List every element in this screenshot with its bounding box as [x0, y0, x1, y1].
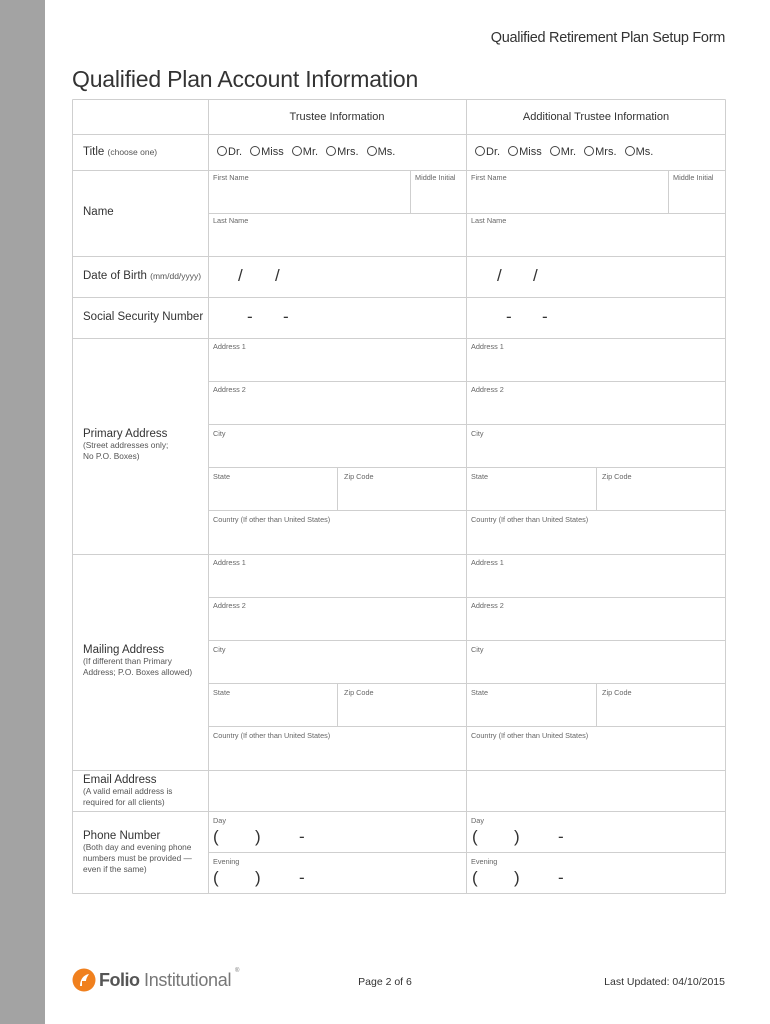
trustee-evening-close-paren: ) [255, 868, 261, 887]
trustee-evening-phone-field[interactable]: Evening [213, 857, 240, 866]
title-row-label [72, 146, 157, 158]
radio-circle-icon [475, 146, 485, 156]
logo-brand-text: Folio [99, 970, 140, 990]
trustee-mailing-city-field[interactable]: City [213, 645, 226, 654]
page-title: Qualified Plan Account Information [72, 66, 419, 92]
radio-circle-icon [584, 146, 594, 156]
account-information-table [72, 99, 726, 894]
trustee-evening-dash: - [299, 868, 305, 887]
trustee-primary-address2-field[interactable]: Address 2 [213, 385, 246, 394]
trustee-day-phone-field[interactable]: Day [213, 816, 226, 825]
trustee-primary-zip-field[interactable]: Zip Code [344, 472, 374, 481]
logo-registered-mark: ® [235, 968, 240, 974]
radio-circle-icon [250, 146, 260, 156]
additional-dob-separator-2: / [533, 266, 538, 285]
dob-row-label [72, 270, 201, 282]
trustee-evening-open-paren: ( [213, 868, 219, 887]
additional-title-dr[interactable]: Dr. [475, 146, 500, 158]
trustee-primary-address1-field[interactable]: Address 1 [213, 342, 246, 351]
trustee-title-mrs[interactable]: Mrs. [326, 146, 358, 158]
radio-circle-icon [550, 146, 560, 156]
trustee-middle-initial-field[interactable]: Middle Initial [415, 173, 456, 182]
trustee-dob-separator-1: / [238, 266, 243, 285]
trustee-first-name-field[interactable]: First Name [213, 173, 249, 182]
additional-day-open-paren: ( [472, 827, 478, 846]
additional-primary-state-field[interactable]: State [471, 472, 489, 481]
additional-mailing-city-field[interactable]: City [471, 645, 484, 654]
trustee-title-dr[interactable]: Dr. [217, 146, 242, 158]
title-label: Title [83, 146, 105, 158]
radio-circle-icon [508, 146, 518, 156]
radio-circle-icon [367, 146, 377, 156]
primary-address-row-label [72, 428, 202, 462]
additional-mailing-state-field[interactable]: State [471, 688, 489, 697]
mailing-address-row-label [72, 644, 202, 678]
additional-middle-initial-field[interactable]: Middle Initial [673, 173, 714, 182]
left-margin-bar [0, 0, 45, 1024]
mailing-address-label: Mailing Address [83, 644, 165, 656]
additional-primary-zip-field[interactable]: Zip Code [602, 472, 632, 481]
phone-note-3: even if the same) [83, 864, 147, 874]
additional-day-dash: - [558, 827, 564, 846]
additional-ssn-separator-1: - [506, 307, 512, 326]
dob-note: (mm/dd/yyyy) [150, 271, 202, 281]
additional-primary-country-field[interactable]: Country (If other than United States) [471, 515, 589, 524]
form-title: Qualified Retirement Plan Setup Form [490, 30, 725, 46]
additional-primary-address2-field[interactable]: Address 2 [471, 385, 504, 394]
trustee-last-name-field[interactable]: Last Name [213, 216, 249, 225]
trustee-primary-city-field[interactable]: City [213, 429, 226, 438]
additional-title-miss[interactable]: Miss [508, 146, 542, 158]
radio-circle-icon [217, 146, 227, 156]
additional-mailing-country-field[interactable]: Country (If other than United States) [471, 731, 589, 740]
trustee-mailing-zip-field[interactable]: Zip Code [344, 688, 374, 697]
trustee-mailing-address2-field[interactable]: Address 2 [213, 601, 246, 610]
additional-ssn-separator-2: - [542, 307, 548, 326]
additional-dob-separator-1: / [497, 266, 502, 285]
additional-evening-open-paren: ( [472, 868, 478, 887]
trustee-primary-state-field[interactable]: State [213, 472, 231, 481]
additional-evening-close-paren: ) [514, 868, 520, 887]
additional-title-mrs[interactable]: Mrs. [584, 146, 616, 158]
title-note: (choose one) [107, 147, 158, 157]
additional-primary-address1-field[interactable]: Address 1 [471, 342, 504, 351]
phone-label: Phone Number [83, 830, 161, 842]
trustee-ssn-separator-1: - [247, 307, 253, 326]
page-number: Page 2 of 6 [358, 976, 412, 988]
radio-circle-icon [625, 146, 635, 156]
additional-first-name-field[interactable]: First Name [471, 173, 507, 182]
trustee-day-close-paren: ) [255, 827, 261, 846]
additional-last-name-field[interactable]: Last Name [471, 216, 507, 225]
primary-address-note-1: (Street addresses only; [83, 440, 169, 450]
radio-circle-icon [326, 146, 336, 156]
phone-note-2: numbers must be provided — [83, 853, 192, 863]
trustee-mailing-state-field[interactable]: State [213, 688, 231, 697]
additional-title-mr[interactable]: Mr. [550, 146, 576, 158]
additional-trustee-column-header: Additional Trustee Information [522, 111, 670, 123]
mailing-address-note-2: Address; P.O. Boxes allowed) [83, 667, 193, 677]
trustee-dob-separator-2: / [275, 266, 280, 285]
trustee-title-options [217, 146, 400, 158]
trustee-title-mr[interactable]: Mr. [292, 146, 318, 158]
trustee-mailing-country-field[interactable]: Country (If other than United States) [213, 731, 331, 740]
trustee-title-ms[interactable]: Ms. [367, 146, 396, 158]
additional-mailing-address1-field[interactable]: Address 1 [471, 558, 504, 567]
phone-row-label [72, 830, 207, 875]
additional-title-ms[interactable]: Ms. [625, 146, 654, 158]
name-row-label: Name [83, 206, 114, 218]
phone-note-1: (Both day and evening phone [83, 842, 192, 852]
additional-primary-city-field[interactable]: City [471, 429, 484, 438]
trustee-primary-country-field[interactable]: Country (If other than United States) [213, 515, 331, 524]
additional-mailing-address2-field[interactable]: Address 2 [471, 601, 504, 610]
email-label: Email Address [83, 774, 157, 786]
trustee-column-header: Trustee Information [289, 111, 385, 123]
additional-evening-dash: - [558, 868, 564, 887]
logo-sub-text: Institutional [144, 970, 232, 990]
trustee-ssn-separator-2: - [283, 307, 289, 326]
folio-leaf-icon [72, 968, 96, 992]
primary-address-label: Primary Address [83, 428, 168, 440]
email-note-2: required for all clients) [83, 797, 165, 807]
mailing-address-note-1: (If different than Primary [83, 656, 172, 666]
ssn-row-label: Social Security Number [83, 311, 204, 323]
additional-evening-phone-field[interactable]: Evening [471, 857, 498, 866]
trustee-email-field[interactable] [209, 771, 465, 811]
trustee-day-open-paren: ( [213, 827, 219, 846]
trustee-title-miss[interactable]: Miss [250, 146, 284, 158]
dob-label: Date of Birth [83, 270, 147, 282]
additional-mailing-zip-field[interactable]: Zip Code [602, 688, 632, 697]
radio-circle-icon [292, 146, 302, 156]
primary-address-note-2: No P.O. Boxes) [83, 451, 140, 461]
trustee-day-dash: - [299, 827, 305, 846]
additional-day-close-paren: ) [514, 827, 520, 846]
last-updated-date: Last Updated: 04/10/2015 [604, 976, 725, 988]
additional-title-options [475, 146, 658, 158]
email-row-label [72, 774, 202, 808]
trustee-mailing-address1-field[interactable]: Address 1 [213, 558, 246, 567]
additional-day-phone-field[interactable]: Day [471, 816, 484, 825]
email-note-1: (A valid email address is [83, 786, 173, 796]
additional-email-field[interactable] [467, 771, 725, 811]
